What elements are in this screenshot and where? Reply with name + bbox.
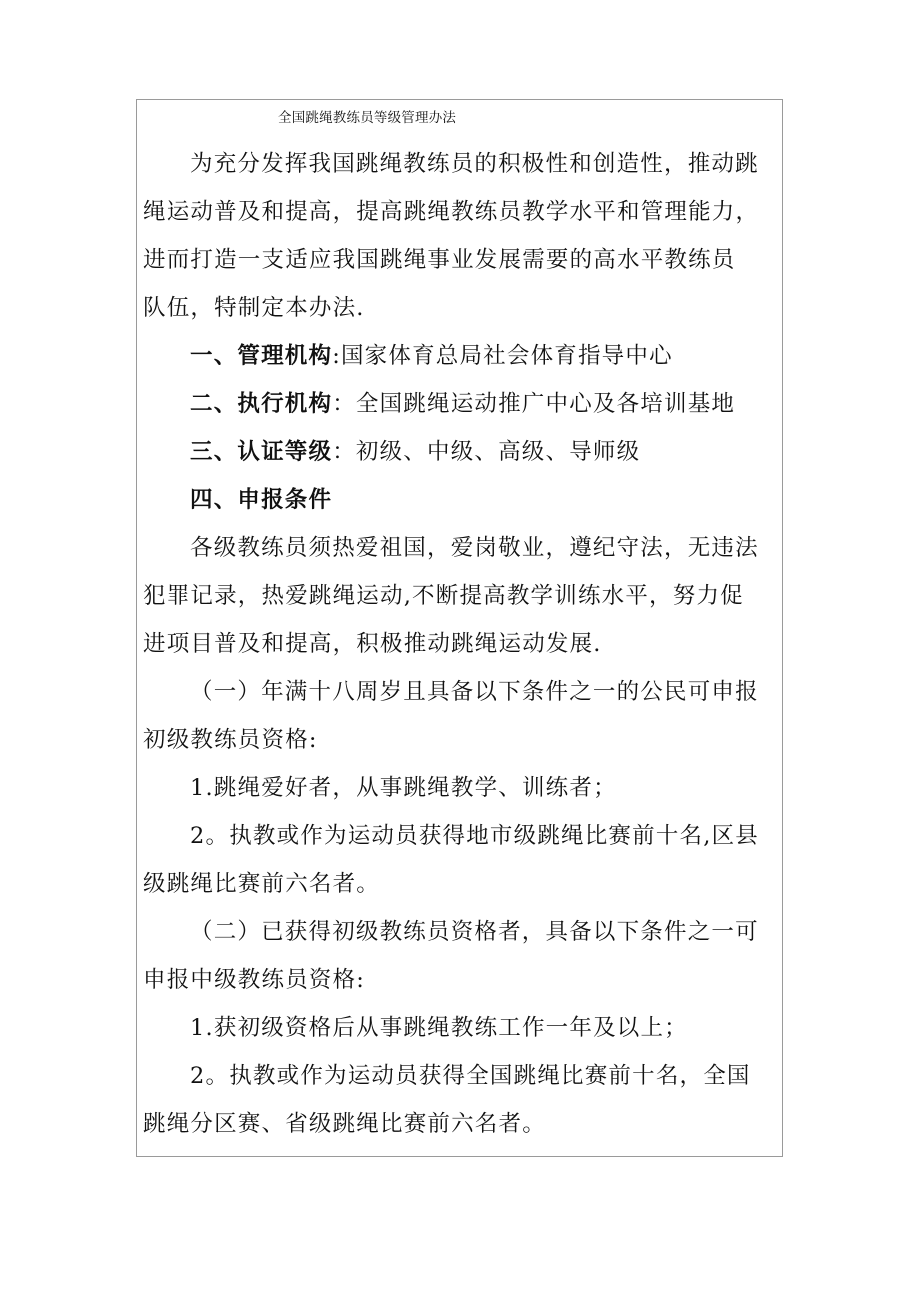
section-levels-separator: ： — [332, 439, 356, 465]
intermediate-condition-line-1: （二）已获得初级教练员资格者，具备以下条件之一可 — [190, 919, 759, 945]
intermediate-condition-line-2: 申报中级教练员资格: — [143, 967, 366, 993]
intro-line-3: 进而打造一支适应我国跳绳事业发展需要的高水平教练员 — [143, 247, 736, 273]
general-requirement-line-2: 犯罪记录，热爱跳绳运动,不断提高教学训练水平，努力促 — [143, 583, 744, 609]
general-requirement-line-3: 进项目普及和提高，积极推动跳绳运动发展. — [143, 631, 602, 657]
section-executive-text: 全国跳绳运动推广中心及各培训基地 — [355, 391, 736, 417]
intermediate-item-1: 1.获初级资格后从事跳绳教练工作一年及以上； — [190, 1015, 688, 1041]
intro-line-4: 队伍，特制定本办法. — [143, 295, 365, 321]
section-executive-body — [190, 390, 735, 418]
section-management-heading: 一、管理机构 — [190, 343, 333, 369]
general-requirement-line-1: 各级教练员须热爱祖国，爱岗敬业，遵纪守法，无违法 — [190, 535, 759, 561]
junior-item-2-line-2: 级跳绳比赛前六名者。 — [143, 871, 381, 897]
junior-condition-line-1: （一）年满十八周岁且具备以下条件之一的公民可申报 — [190, 679, 759, 705]
section-executive-heading: 二、执行机构 — [190, 391, 333, 417]
section-levels-body — [190, 438, 640, 466]
intro-line-1: 为充分发挥我国跳绳教练员的积极性和创造性，推动跳 — [190, 151, 759, 177]
junior-item-1: 1.跳绳爱好者，从事跳绳教学、训练者； — [190, 775, 617, 801]
document-title: 全国跳绳教练员等级管理办法 — [278, 110, 457, 126]
intermediate-item-2-line-1: 2。执教或作为运动员获得全国跳绳比赛前十名，全国 — [190, 1063, 751, 1089]
section-requirements-heading: 四、申报条件 — [190, 487, 333, 513]
section-management-body — [190, 342, 673, 370]
section-executive-separator: ： — [332, 391, 356, 417]
section-management-text: 国家体育总局社会体育指导中心 — [340, 343, 673, 369]
intermediate-item-2-line-2: 跳绳分区赛、省级跳绳比赛前六名者。 — [143, 1111, 546, 1137]
section-management-separator: : — [332, 343, 341, 369]
section-levels-text: 初级、中级、高级、导师级 — [355, 439, 641, 465]
intro-line-2: 绳运动普及和提高，提高跳绳教练员教学水平和管理能力， — [143, 199, 760, 225]
junior-condition-line-2: 初级教练员资格: — [143, 727, 318, 753]
section-levels-heading: 三、认证等级 — [190, 439, 333, 465]
junior-item-2-line-1: 2。执教或作为运动员获得地市级跳绳比赛前十名,区县 — [190, 823, 759, 849]
